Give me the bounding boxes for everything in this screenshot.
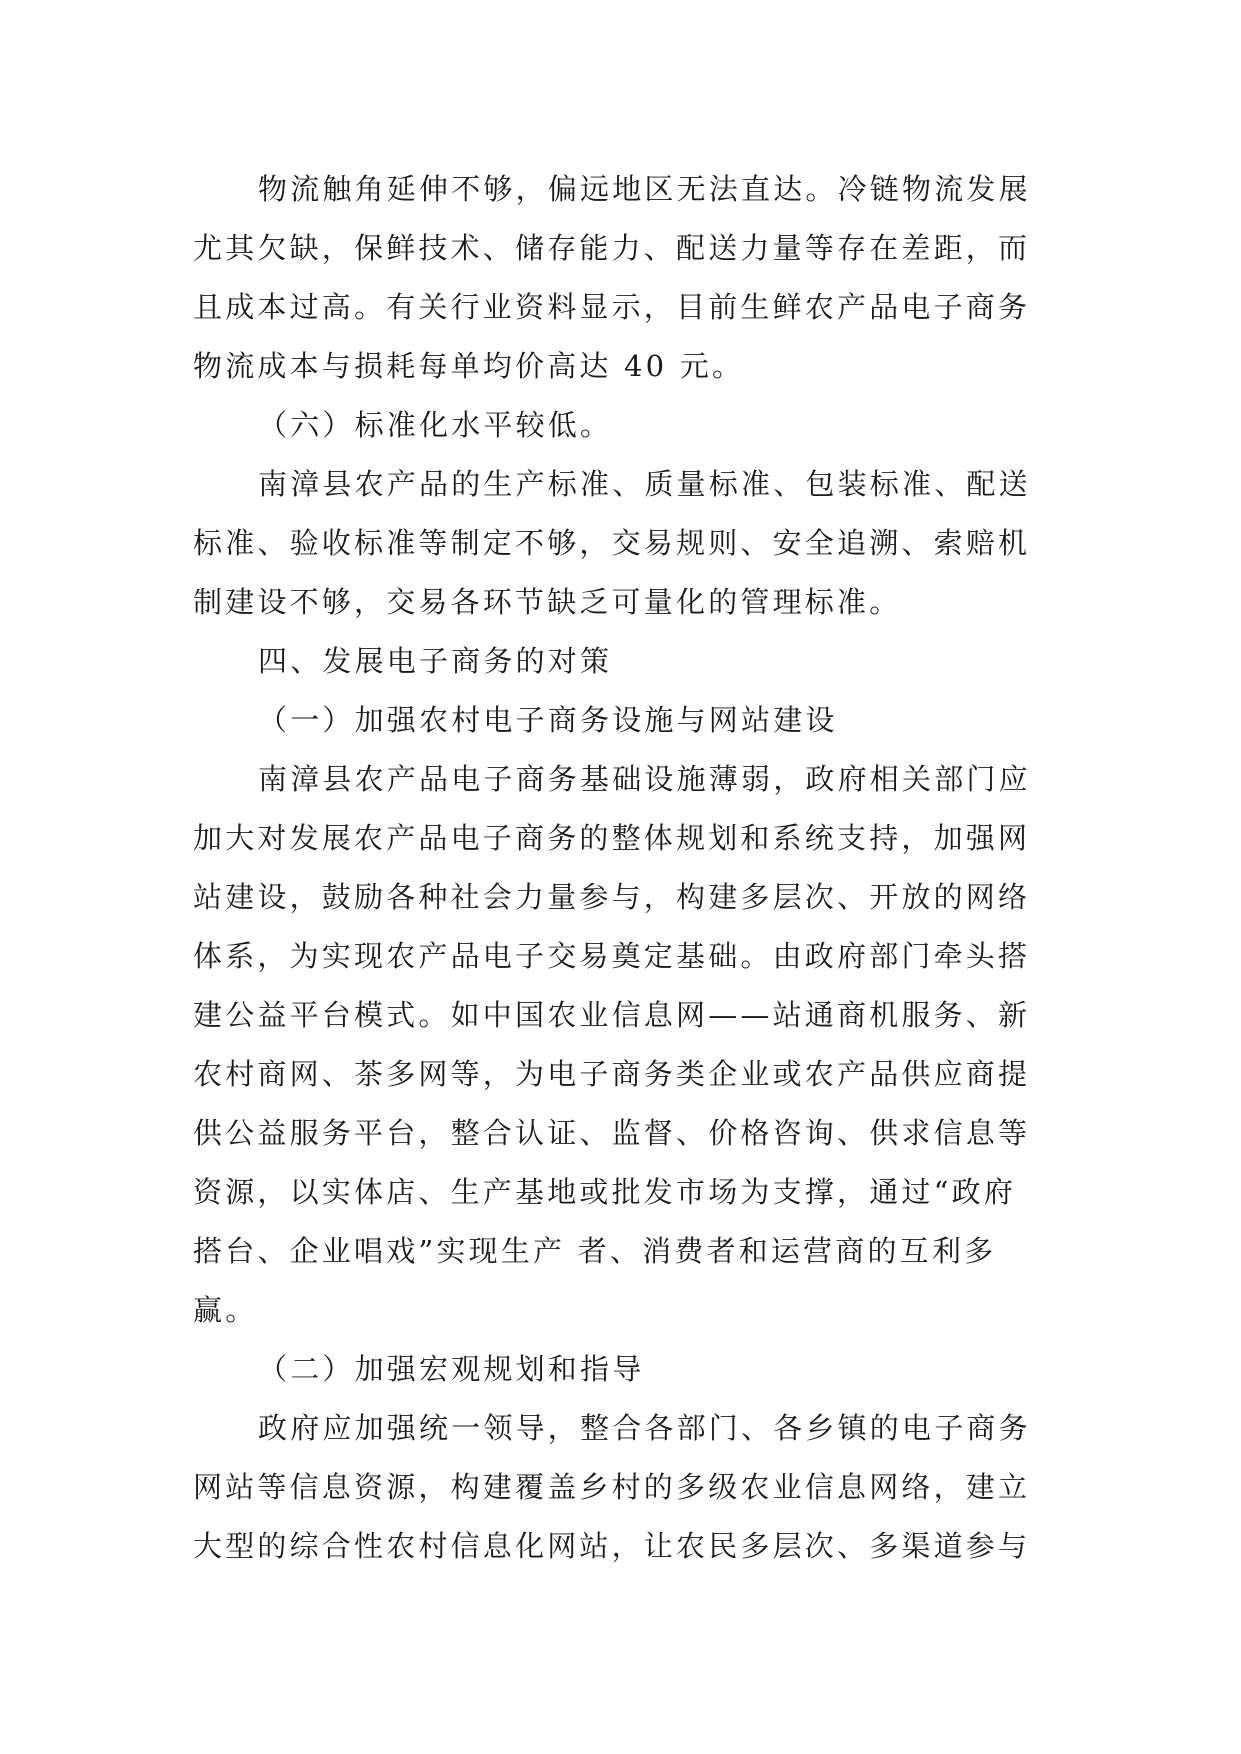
section-heading-1: （一）加强农村电子商务设施与网站建设: [258, 703, 838, 737]
body-line: 体系，为实现农产品电子交易奠定基础。由政府部门牵头搭: [193, 939, 1031, 973]
body-line: 大型的综合性农村信息化网站，让农民多层次、多渠道参与: [193, 1529, 1031, 1563]
body-line: 站建设，鼓励各种社会力量参与，构建多层次、开放的网络: [193, 880, 1031, 914]
body-line: 赢。: [193, 1293, 258, 1327]
body-line: 农村商网、茶多网等，为电子商务类企业或农产品供应商提: [193, 1057, 1031, 1091]
body-line: 物流成本与损耗每单均价高达 40 元。: [193, 349, 745, 383]
body-line: 搭台、企业唱戏”实现生产 者、消费者和运营商的互利多: [193, 1234, 997, 1268]
body-line: 且成本过高。有关行业资料显示，目前生鲜农产品电子商务: [193, 290, 1031, 324]
body-line: 加大对发展农产品电子商务的整体规划和系统支持，加强网: [193, 821, 1031, 855]
chapter-heading-4: 四、发展电子商务的对策: [258, 644, 613, 678]
body-line: 南漳县农产品电子商务基础设施薄弱，政府相关部门应: [258, 762, 1031, 796]
body-line: 制建设不够，交易各环节缺乏可量化的管理标准。: [193, 585, 902, 619]
body-line: 物流触角延伸不够，偏远地区无法直达。冷链物流发展: [258, 172, 1031, 206]
body-line: 标准、验收标准等制定不够，交易规则、安全追溯、索赔机: [193, 526, 1031, 560]
body-line: 尤其欠缺，保鲜技术、储存能力、配送力量等存在差距，而: [193, 231, 1031, 265]
body-line: 网站等信息资源，构建覆盖乡村的多级农业信息网络，建立: [193, 1470, 1031, 1504]
section-heading-2: （二）加强宏观规划和指导: [258, 1352, 645, 1386]
body-line: 南漳县农产品的生产标准、质量标准、包装标准、配送: [258, 467, 1031, 501]
document-body: [193, 160, 1063, 1576]
body-line: 资源，以实体店、生产基地或批发市场为支撑，通过“政府: [193, 1175, 1017, 1209]
body-line: 政府应加强统一领导，整合各部门、各乡镇的电子商务: [258, 1411, 1031, 1445]
body-line: 供公益服务平台，整合认证、监督、价格咨询、供求信息等: [193, 1116, 1031, 1150]
body-line: 建公益平台模式。如中国农业信息网——站通商机服务、新: [193, 998, 1031, 1032]
section-heading-6: （六）标准化水平较低。: [258, 408, 613, 442]
